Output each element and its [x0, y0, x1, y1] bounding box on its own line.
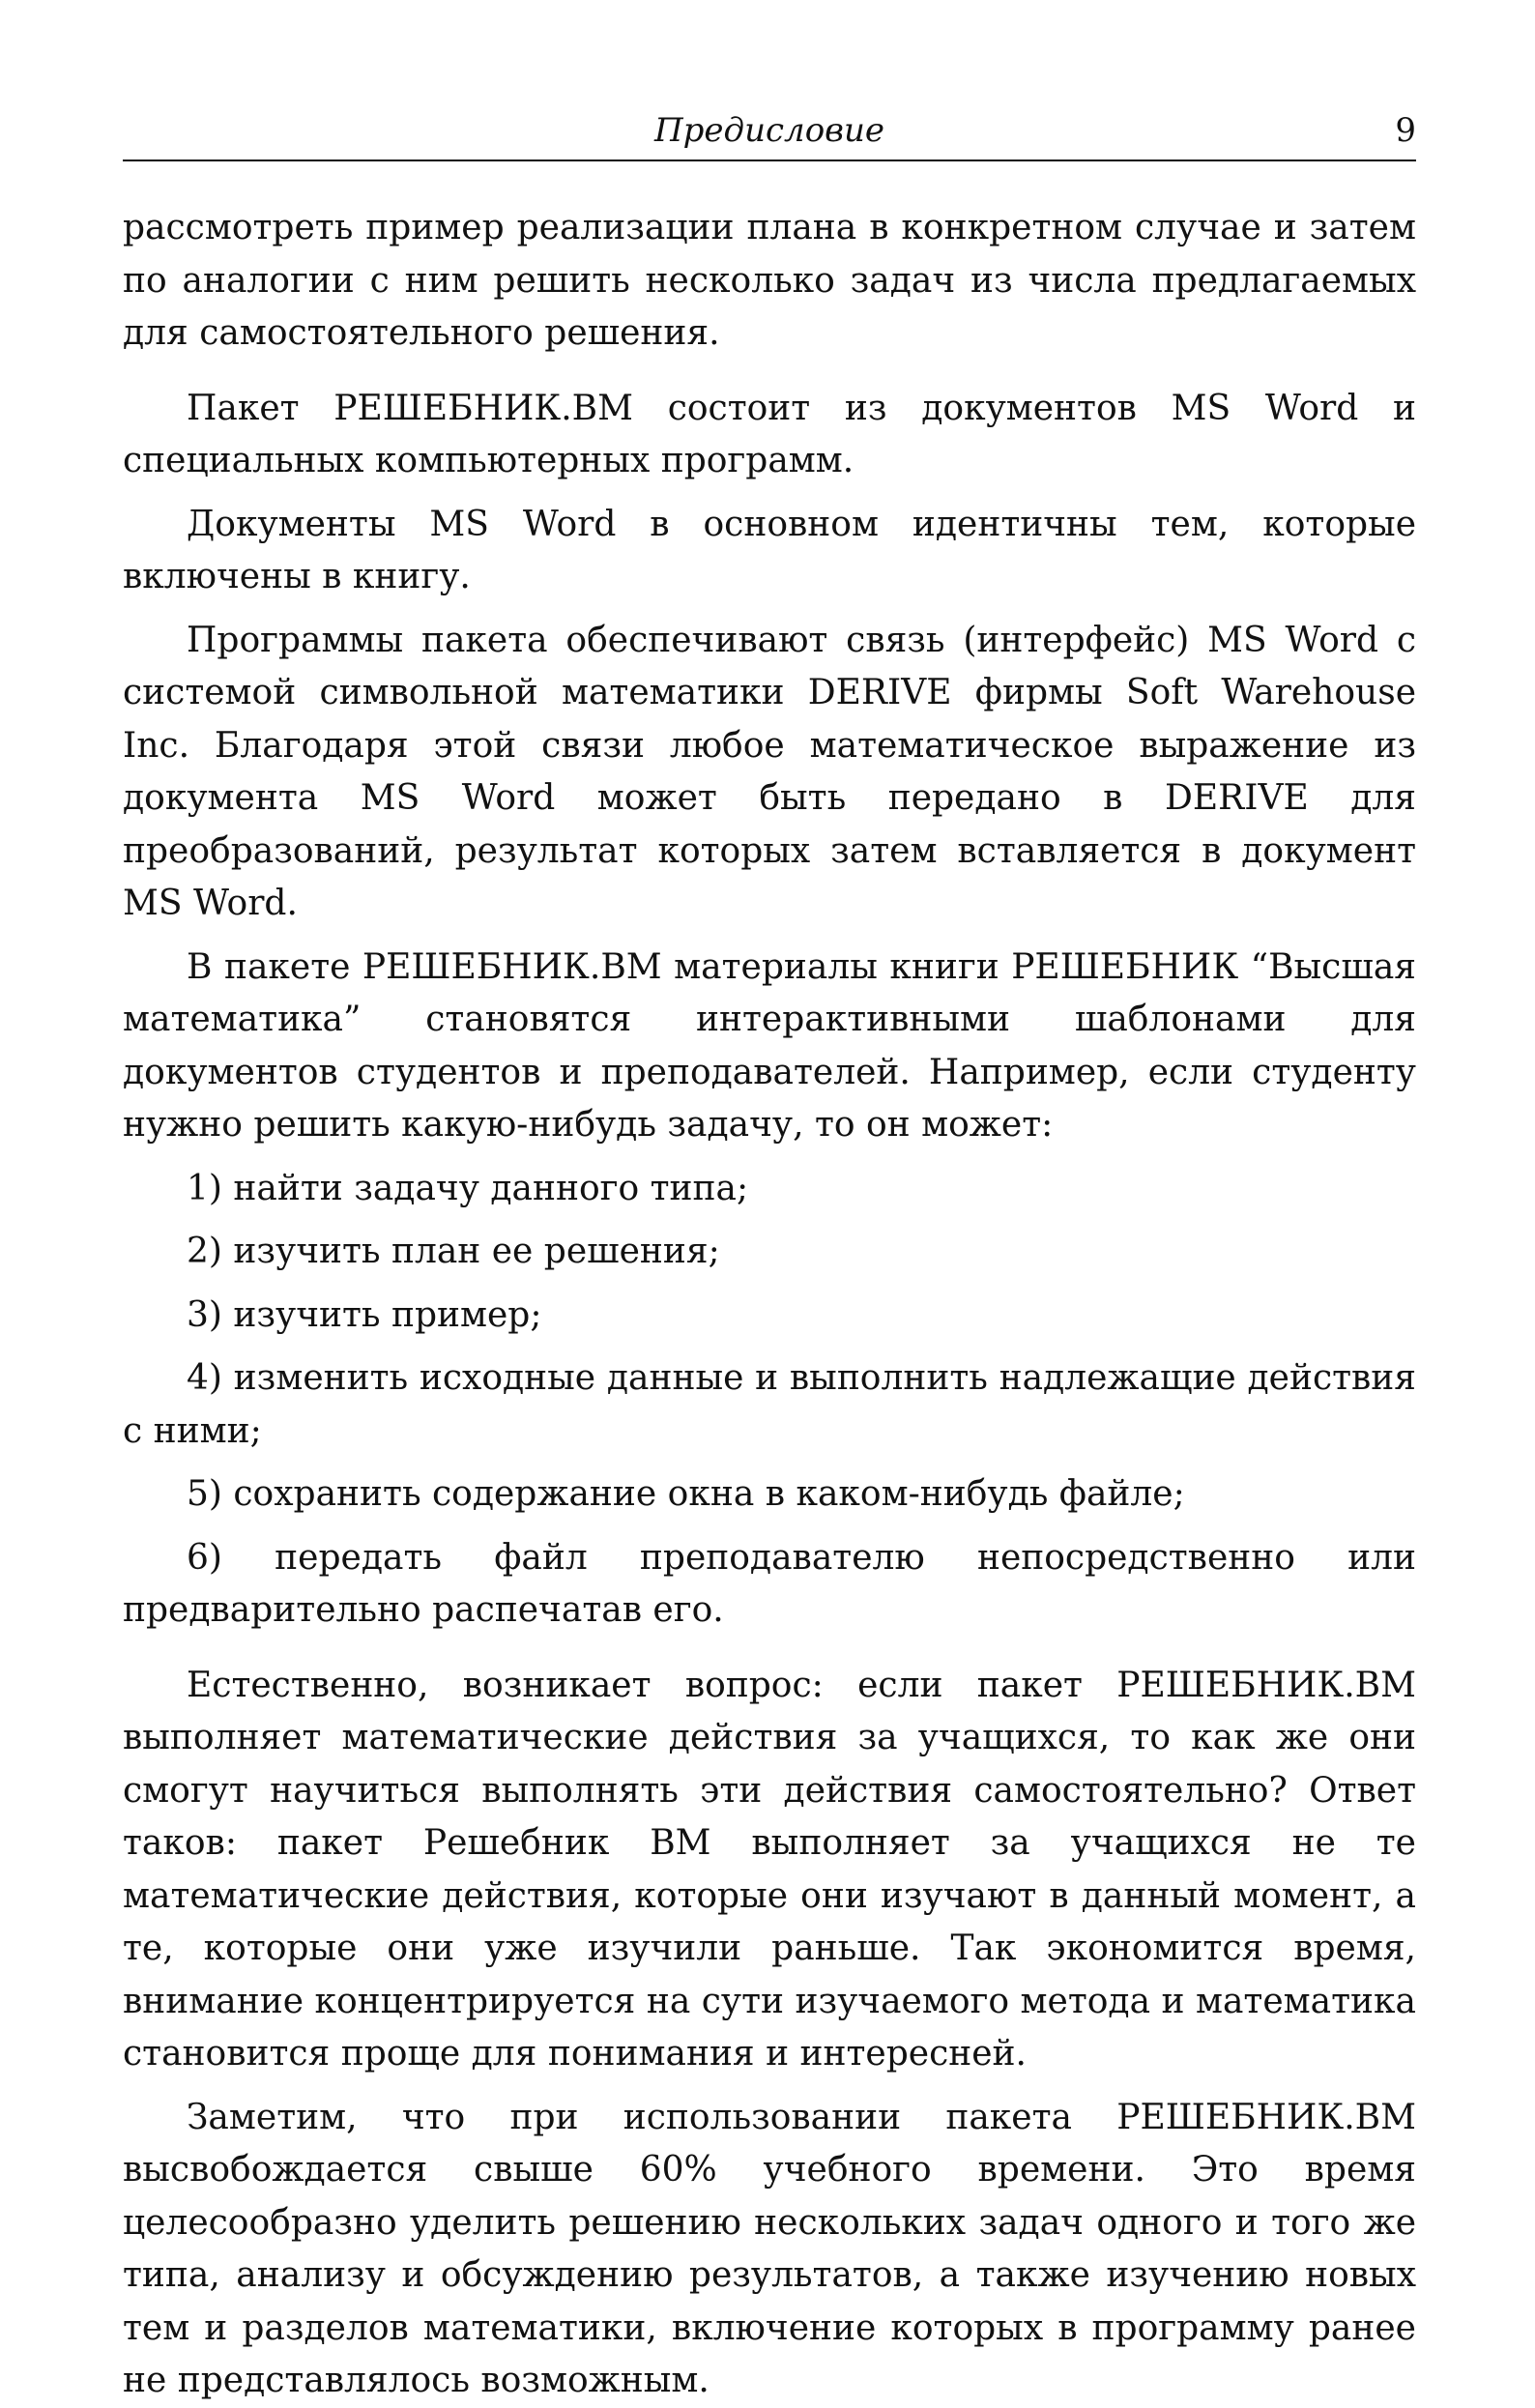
list-item: 4) изменить исходные данные и выполнить надлежащие действия с ними;: [123, 1358, 1416, 1451]
running-title: Предисловие: [654, 111, 884, 150]
book-page: [123, 111, 1416, 2408]
list-item: 2) изучить план ее решения;: [187, 1232, 720, 1271]
list-item: 1) найти задачу данного типа;: [187, 1168, 749, 1208]
paragraph: В пакете РЕШЕБНИК.ВМ материалы книги РЕШЕБНИК “Высшая математика” становятся интерактивными шаблонами для документов студентов и преподавателей. Например, если студенту нужно решить какую-нибудь задачу, то он может:: [123, 946, 1416, 1145]
page-number: 9: [1395, 111, 1416, 150]
paragraph: Пакет РЕШЕБНИК.ВМ состоит из документов MS Word и специальных компьютерных программ.: [123, 388, 1416, 480]
paragraph: Программы пакета обеспечивают связь (интерфейс) MS Word с системой символьной математики DERIVE фирмы Soft Warehouse Inc. Благодаря этой связи любое математическое выражение из документа MS Word может быть передано в DERIVE для преобразований, результат которых затем вставляется в документ MS Word.: [123, 620, 1416, 923]
paragraph: Документы MS Word в основном идентичны тем, которые включены в книгу.: [123, 504, 1416, 596]
paragraph: Естественно, возникает вопрос: если пакет РЕШЕБНИК.ВМ выполняет математические действия за учащихся, то как же они смогут научиться выполнять эти действия самостоятельно? Ответ таков: пакет Решебник ВМ выполняет за учащихся не те математические действия, которые они изучают в данный момент, а те, которые они уже изучили раньше. Так экономится время, внимание концентрируется на сути изучаемого метода и математика становится проще для понимания и интересней.: [123, 1665, 1416, 2074]
list-item: 5) сохранить содержание окна в каком-нибудь файле;: [187, 1474, 1185, 1514]
list-item: 6) передать файл преподавателю непосредственно или предварительно распечатав его.: [123, 1537, 1416, 1630]
paragraph: Заметим, что при использовании пакета РЕШЕБНИК.ВМ высвобождается свыше 60% учебного времени. Это время целесообразно уделить решению нескольких задач одного и того же типа, анализу и обсуждению результатов, а также изучению новых тем и разделов математики, включение которых в программу ранее не представлялось возможным.: [123, 2097, 1416, 2400]
paragraph-continuation: рассмотреть пример реализации плана в конкретном случае и затем по аналогии с ним решить несколько задач из числа предлагаемых для самостоятельного решения.: [123, 208, 1416, 353]
running-header: [123, 111, 1416, 161]
page-body: [123, 202, 1416, 2408]
list-item: 3) изучить пример;: [187, 1294, 542, 1335]
